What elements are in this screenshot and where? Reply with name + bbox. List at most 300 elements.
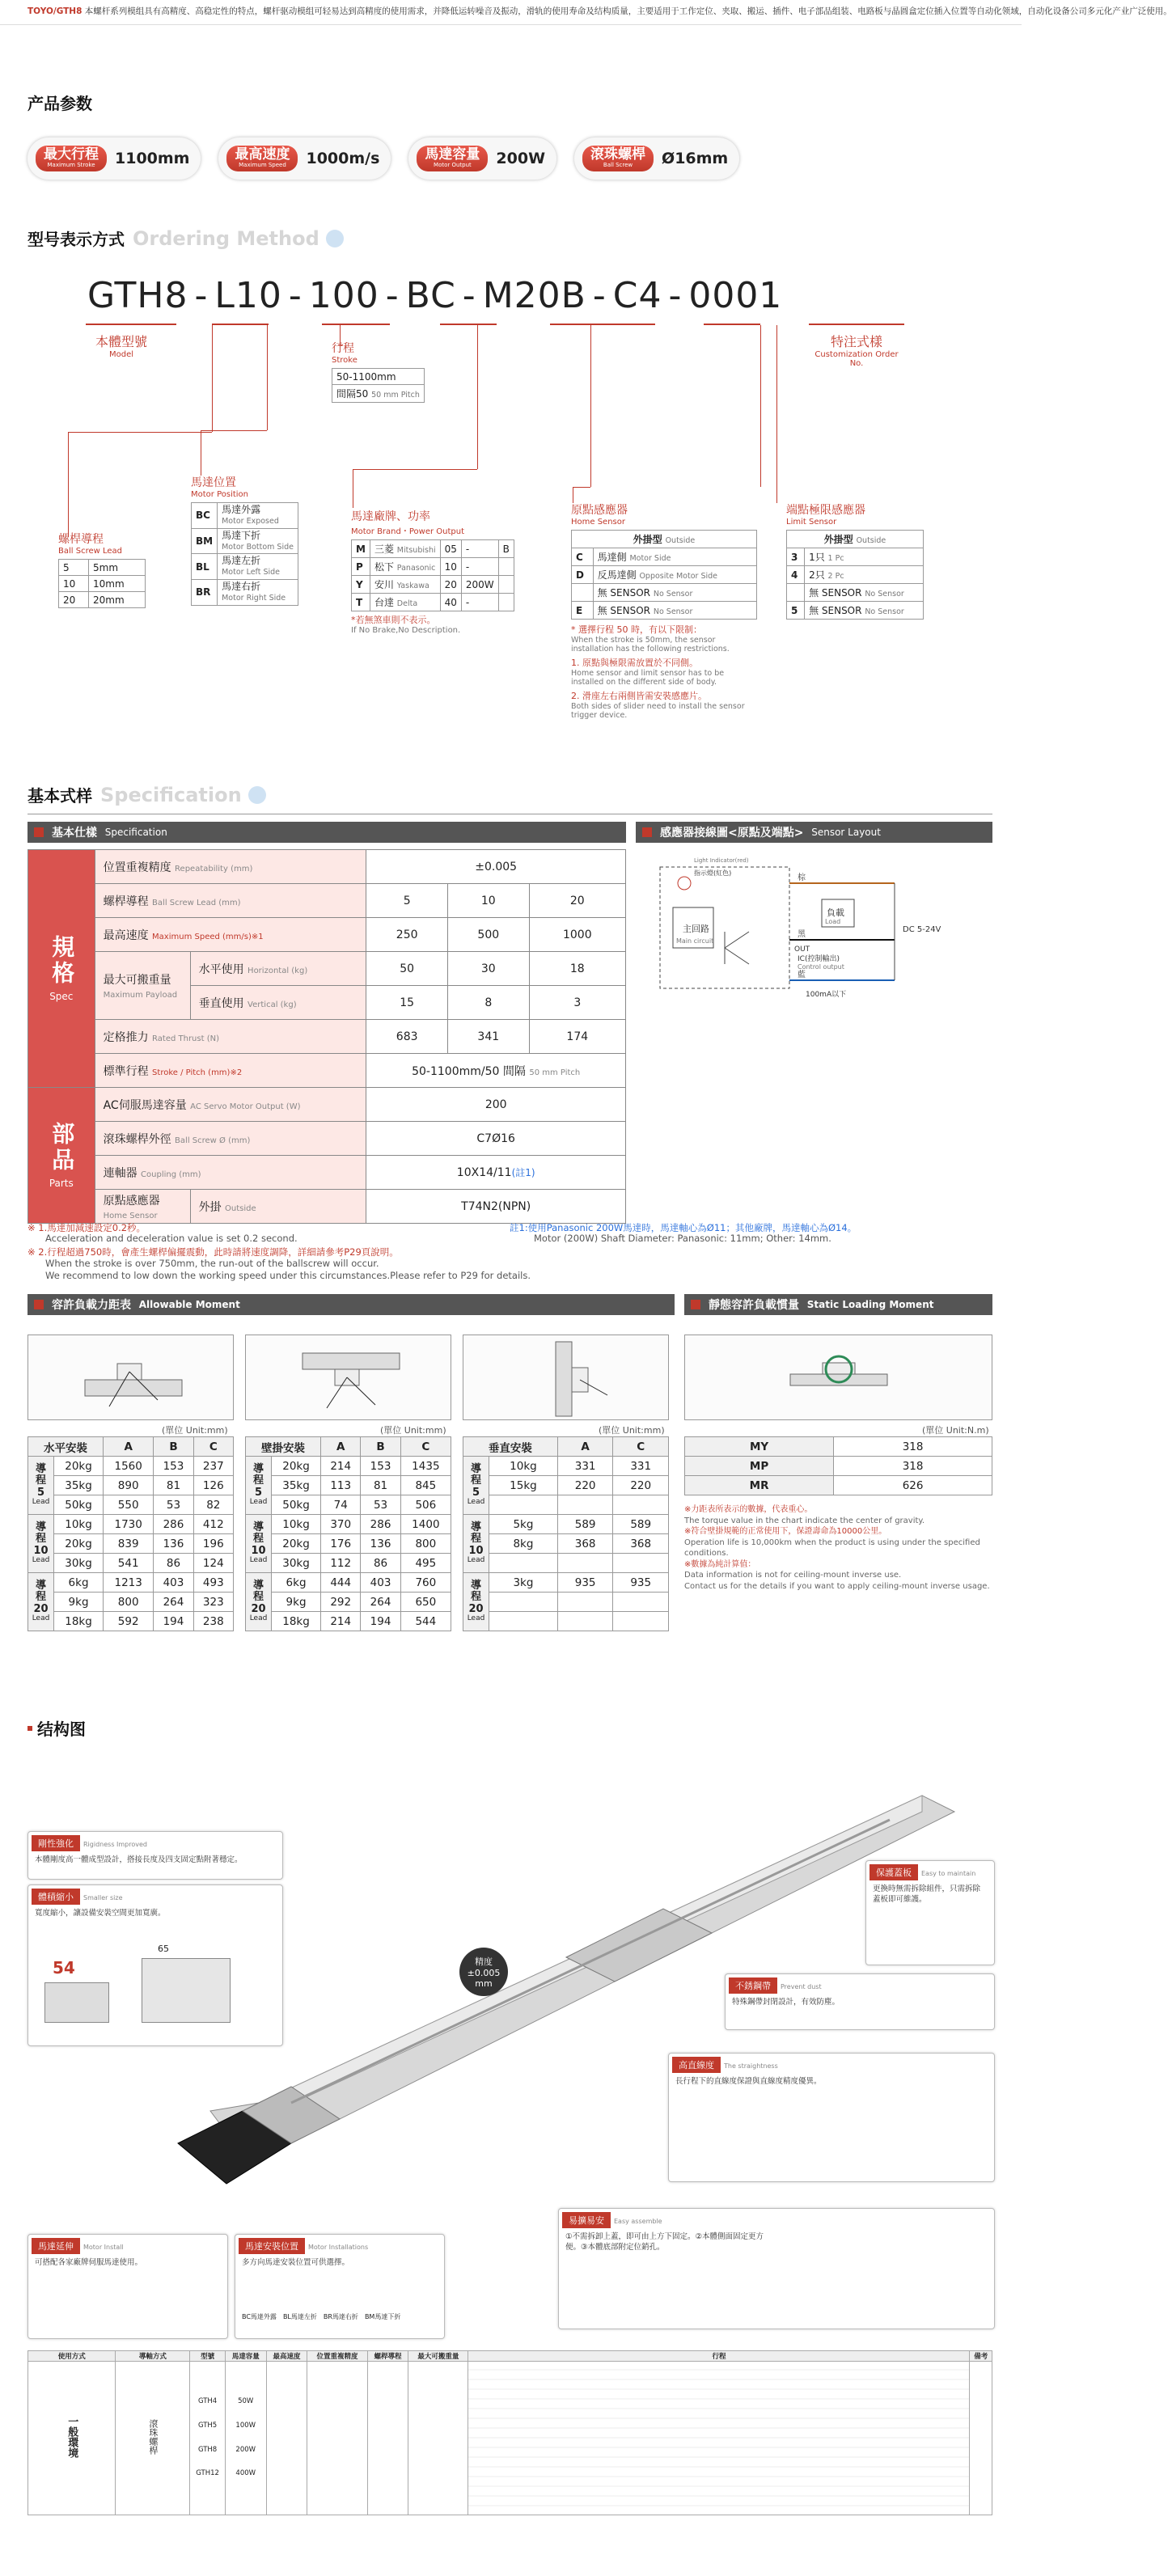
spec-note-1: ※ 1.馬達加減速設定0.2秒。 — [28, 1222, 146, 1233]
spec-bar-en: Specification — [104, 827, 167, 838]
spec-value: 10X14/11 — [456, 1166, 512, 1179]
moment-cell: 1730 — [104, 1515, 154, 1534]
pos-cn: 馬達下折 — [222, 529, 261, 541]
transistor-line — [725, 932, 749, 948]
moment-cell: 8kg — [489, 1534, 558, 1554]
lead-code: 5 — [59, 560, 89, 576]
transistor-line — [725, 948, 749, 964]
code-part: 0001 — [688, 275, 783, 316]
moment-col: C — [400, 1437, 451, 1457]
spec-key-en: Ball Screw Ø (mm) — [175, 1136, 251, 1145]
moment-cell: 264 — [154, 1593, 193, 1612]
lead-value: 5 — [36, 1486, 45, 1499]
moment-cell — [613, 1554, 669, 1573]
power-value: - — [461, 594, 498, 611]
brake-note-en: If No Brake,No Description. — [351, 626, 461, 635]
moment-cell: 589 — [557, 1515, 613, 1534]
spec-value: 8 — [447, 986, 529, 1020]
connector — [353, 469, 477, 470]
col-header: 位置重複精度 — [307, 2351, 367, 2362]
pos-code: BR — [196, 586, 211, 599]
ic-label: IC(控制輸出) — [798, 955, 840, 963]
moment-cell: 506 — [400, 1495, 451, 1515]
lead-value: 20 — [468, 1602, 484, 1615]
label-cn: 原點感應器 — [571, 504, 628, 517]
vertical-mount-icon — [463, 1335, 670, 1421]
wall-mount-icon — [246, 1335, 452, 1421]
moment-cell: 82 — [193, 1495, 233, 1515]
callout-desc: 可搭配各家廠牌伺服馬達使用。 — [35, 2258, 143, 2267]
spec-value: C7Ø16 — [366, 1122, 626, 1156]
home-cn: 反馬達側 — [597, 569, 637, 581]
static-note-en: Operation life is 10,000km when the product is using under the specified conditions. — [684, 1538, 980, 1558]
spec-value: 341 — [447, 1020, 529, 1054]
moment-col: B — [361, 1437, 400, 1457]
series-side: 一般環境 — [66, 2416, 78, 2458]
param-label: 馬達容量 — [425, 146, 480, 163]
moment-cell: 35kg — [272, 1476, 321, 1495]
spec-key: 原點感應器 — [103, 1194, 160, 1208]
col-header: 最大可搬重量 — [408, 2351, 468, 2362]
moment-cell: 650 — [400, 1593, 451, 1612]
moment-cell: 444 — [321, 1573, 361, 1593]
motor-brand-block — [351, 508, 514, 635]
param-label-en: Ball Screw — [603, 162, 633, 169]
static-bar — [684, 1294, 992, 1315]
param-label: 滾珠螺桿 — [590, 146, 646, 163]
lead-cell — [28, 1515, 54, 1573]
home-cn: 無 SENSOR — [597, 587, 651, 599]
side-parts — [28, 1088, 95, 1224]
moment-cell: 53 — [361, 1495, 400, 1515]
lead-en: Lead — [249, 1498, 268, 1506]
moment-cell: 286 — [154, 1515, 193, 1534]
moment-cell: 800 — [104, 1593, 154, 1612]
brake-code — [498, 576, 514, 594]
moment-cell: 112 — [321, 1554, 361, 1573]
series-power: 50W — [238, 2397, 254, 2405]
moment-cell: 18kg — [272, 1612, 321, 1631]
brand-code: P — [356, 560, 363, 573]
motor-item: BL馬達左折 — [282, 2313, 317, 2320]
lead-label: 導程 — [252, 1521, 264, 1546]
callout-en: Smaller size — [83, 1894, 123, 1901]
structure-title-row — [28, 1716, 86, 1740]
head-en: Outside — [856, 536, 886, 545]
callout-rigid — [28, 1831, 283, 1880]
moment-cell — [613, 1495, 669, 1515]
brand-cn: 三菱 — [374, 544, 394, 555]
limit-en: No Sensor — [865, 590, 904, 599]
brand-en: Yaskawa — [396, 582, 429, 590]
moment-table — [28, 1436, 234, 1631]
lead-en: Lead — [467, 1556, 485, 1564]
sensor-outline — [660, 867, 789, 988]
lead-block — [58, 531, 146, 608]
indicator-en: Light Indicator(red) — [694, 857, 749, 864]
static-value: 626 — [834, 1476, 992, 1495]
callout-desc: 特殊鋼帶封閉設計，有效防塵。 — [732, 1998, 840, 2007]
spec-note-3-en: Motor (200W) Shaft Diameter: Panasonic: 11mm; Other: 14mm. — [534, 1233, 831, 1244]
moment-cell: 220 — [557, 1476, 613, 1495]
horizontal-mount-icon — [28, 1335, 235, 1421]
col-header: 螺桿導程 — [367, 2351, 408, 2362]
limit-en: 1 Pc — [827, 554, 844, 563]
spec-value: T74N2(NPN) — [366, 1190, 626, 1224]
payload-key: 最大可搬重量 — [103, 973, 171, 987]
spec-note-2-en2: We recommend to low down the working speed under this circumstances.Please refer to P29 for details. — [45, 1270, 531, 1281]
moment-cell: 368 — [613, 1534, 669, 1554]
size-label: 54 — [53, 1958, 75, 1977]
basic-section-title — [28, 783, 266, 806]
side-spec-en: Spec — [49, 991, 74, 1003]
stroke-block — [332, 340, 425, 403]
code-part: L10 — [214, 275, 282, 316]
param-motor-output — [408, 137, 556, 180]
lead-en: Lead — [249, 1614, 268, 1622]
underline — [440, 324, 497, 325]
moment-cell — [489, 1593, 558, 1612]
lead-label: 導程 — [35, 1463, 46, 1487]
callout-cover — [865, 1860, 995, 1965]
static-bar-en: Static Loading Moment — [806, 1299, 934, 1310]
custom-order-label — [809, 332, 904, 368]
spec-key-en: Vertical (kg) — [248, 1000, 297, 1009]
moment-cell: 331 — [613, 1457, 669, 1476]
lead-value: 10 — [251, 1544, 266, 1557]
lead-cell — [246, 1573, 272, 1631]
spec-key: 螺桿導程 — [103, 895, 149, 908]
callout-en: Motor Install — [83, 2244, 124, 2251]
bar-square-icon — [691, 1300, 700, 1309]
moment-cell: 53 — [154, 1495, 193, 1515]
label-cn: 本體型號 — [95, 334, 148, 349]
lead-label: 導程 — [252, 1580, 264, 1604]
unit-label: (單位 Unit:N.m) — [922, 1425, 989, 1436]
spec-key-en: Rated Thrust (N) — [152, 1034, 219, 1043]
home-note-en: Home sensor and limit sensor has to be installed on the different side of body. — [571, 669, 725, 687]
connector — [68, 432, 69, 537]
moment-col: A — [321, 1437, 361, 1457]
home-en: No Sensor — [653, 607, 693, 616]
label-cn: 馬達廠牌、功率 — [351, 510, 430, 523]
label-en: Limit Sensor — [786, 518, 837, 527]
moment-table-title: 水平安裝 — [28, 1437, 104, 1457]
home-code: D — [576, 569, 584, 581]
out-label: OUT — [794, 945, 810, 954]
spec-value: 5 — [366, 884, 448, 918]
static-note-en: The torque value in the chart indicate the center of gravity. — [684, 1516, 925, 1525]
spec-table — [28, 849, 626, 1224]
spec-key-en: Home Sensor — [103, 1211, 158, 1220]
series-power: 100W — [235, 2421, 256, 2430]
brand-en: Mitsubishi — [396, 546, 436, 555]
pos-en: Motor Left Side — [222, 568, 281, 577]
lead-cell — [28, 1573, 54, 1631]
moment-cell: 136 — [154, 1534, 193, 1554]
motor-item: BM馬達下折 — [364, 2313, 401, 2320]
side-parts-en: Parts — [49, 1178, 74, 1190]
spec-value: ±0.005 — [366, 850, 626, 884]
lead-value: 10 — [33, 1544, 49, 1557]
brand-cn: 松下 — [374, 561, 394, 573]
limit-en: No Sensor — [865, 607, 904, 616]
unit-label: (單位 Unit:mm) — [380, 1425, 446, 1436]
connector — [776, 325, 777, 503]
home-code: E — [576, 604, 583, 616]
static-value: 318 — [834, 1457, 992, 1476]
profile-large-icon — [142, 1958, 231, 2023]
underline — [550, 324, 655, 325]
spec-key: 連軸器 — [103, 1166, 138, 1180]
spec-value-en: 50 mm Pitch — [529, 1068, 581, 1077]
spec-key: 滾珠螺桿外徑 — [103, 1132, 171, 1146]
param-label-en: Maximum Stroke — [47, 162, 95, 169]
moment-cell: 153 — [154, 1457, 193, 1476]
spec-note-1-en: Acceleration and deceleration value is set 0.2 second. — [45, 1233, 298, 1244]
moment-cell: 412 — [193, 1515, 233, 1534]
pos-code: BL — [196, 560, 209, 573]
callout-desc: 寬度縮小，讓設備安裝空間更加寬廣。 — [35, 1909, 166, 1918]
moment-cell: 589 — [613, 1515, 669, 1534]
connector — [573, 487, 590, 488]
param-label-en: Maximum Speed — [239, 162, 286, 169]
lead-en: Lead — [32, 1614, 50, 1622]
moment-table — [245, 1436, 451, 1631]
param-label: 最高速度 — [235, 146, 290, 163]
moment-cell: 403 — [154, 1573, 193, 1593]
code-part: BC — [405, 275, 456, 316]
lead-value: 5 — [254, 1486, 263, 1499]
spec-value: 20 — [529, 884, 625, 918]
moment-cell: 368 — [557, 1534, 613, 1554]
spec-key: 最高速度 — [103, 928, 149, 942]
moment-cell: 3kg — [489, 1573, 558, 1593]
load-label: 負載 — [827, 907, 844, 918]
moment-cell: 30kg — [272, 1554, 321, 1573]
callout-title: 易擴易安 — [562, 2212, 611, 2228]
sensor-bar-en: Sensor Layout — [811, 827, 881, 838]
callout-straightness — [668, 2053, 995, 2182]
spec-value: 30 — [447, 952, 529, 986]
home-sensor-table — [571, 530, 757, 620]
limit-cn: 1只 — [809, 552, 825, 563]
bar-square-icon — [34, 827, 44, 837]
moment-col: A — [104, 1437, 154, 1457]
moment-col: A — [557, 1437, 613, 1457]
param-label-en: Motor Output — [434, 162, 472, 169]
col-header: 最高速度 — [266, 2351, 307, 2362]
lead-value: 5mm — [89, 560, 146, 576]
spec-value: 250 — [366, 918, 448, 952]
label-cn: 行程 — [332, 342, 354, 355]
moment-cell: 20kg — [54, 1534, 104, 1554]
home-en: Opposite Motor Side — [639, 572, 717, 581]
spec-bar-cn: 基本仕樣 — [52, 827, 97, 840]
moment-cell: 18kg — [54, 1612, 104, 1631]
home-sensor-block — [571, 501, 757, 720]
pos-cn: 馬達左折 — [222, 555, 261, 567]
spec-value: 50 — [366, 952, 448, 986]
blue-label: 藍 — [798, 971, 806, 979]
spec-key-en: AC Servo Motor Output (W) — [190, 1102, 301, 1111]
pos-en: Motor Right Side — [222, 594, 286, 603]
limit-cn: 2只 — [809, 569, 825, 581]
moment-cell: 370 — [321, 1515, 361, 1534]
load-en: Load — [825, 918, 841, 925]
lead-label: 導程 — [470, 1521, 481, 1546]
pos-code: BC — [196, 510, 210, 522]
moment-cell: 81 — [154, 1476, 193, 1495]
spec-key: 水平使用 — [198, 962, 244, 976]
moment-cell: 264 — [361, 1593, 400, 1612]
moment-cell: 890 — [104, 1476, 154, 1495]
moment-bar-cn: 容許負載力距表 — [52, 1299, 131, 1312]
moment-cell — [613, 1593, 669, 1612]
moment-cell: 214 — [321, 1612, 361, 1631]
limit-sensor-table — [786, 530, 924, 620]
head-en: Outside — [665, 536, 696, 545]
param-label: 最大行程 — [44, 146, 99, 163]
col-header: 行程 — [468, 2351, 970, 2362]
spec-value: 500 — [447, 918, 529, 952]
spec-value-note: (註1) — [511, 1167, 535, 1178]
static-diagram — [684, 1335, 992, 1420]
moment-cell: 1213 — [104, 1573, 154, 1593]
callout-desc: 更換時無需拆除組件，只需拆除蓋板即可維護。 — [873, 1884, 981, 1905]
home-note-en: Both sides of slider need to install the sensor trigger device. — [571, 702, 745, 720]
param-max-speed — [218, 137, 391, 180]
power-code: 10 — [440, 558, 461, 576]
param-value: Ø16mm — [662, 150, 729, 167]
lead-value: 10 — [468, 1544, 484, 1557]
brake-code: B — [498, 540, 514, 558]
callout-title: 不銹鋼帶 — [729, 1977, 777, 1994]
moment-cell: 220 — [613, 1476, 669, 1495]
dc-label: DC 5-24V — [903, 925, 941, 934]
param-value: 1000m/s — [306, 150, 380, 167]
lead-cell — [28, 1457, 54, 1515]
underline — [704, 324, 760, 325]
moment-cell: 50kg — [272, 1495, 321, 1515]
series-power: 200W — [235, 2445, 256, 2454]
callout-desc: 本體剛度高一體成型設計，搭接長度及四支固定點附著穩定。 — [35, 1855, 243, 1864]
brake-note: *若無煞車則不表示。 — [351, 615, 436, 625]
label-cn: 馬達位置 — [191, 476, 236, 489]
brown-label: 棕 — [798, 873, 806, 882]
lead-code: 20 — [59, 592, 89, 608]
lead-en: Lead — [32, 1498, 50, 1506]
col-header: 型號 — [190, 2351, 225, 2362]
limit-en: 2 Pc — [827, 572, 844, 581]
moment-cell: 403 — [361, 1573, 400, 1593]
moment-cell: 839 — [104, 1534, 154, 1554]
callout-title: 保護蓋板 — [869, 1864, 918, 1880]
header-description: 本螺杆系列模组具有高精度、高稳定性的特点，螺杆驱动模组可轻易达到高精度的使用需求，并降低运转噪音及振动，滑轨的使用寿命及结构质量，主要适用于工作定位、夹取、搬运、插件、电子部品组装、电路板与晶圆盒定位插入位置等自动化领域，自动化设备公司多元化产业广泛使用。 — [84, 6, 1172, 16]
pos-cn: 馬達右折 — [222, 580, 261, 592]
model-title: 型号表示方式 — [28, 230, 125, 249]
connector — [201, 430, 267, 431]
series-model: GTH4 — [197, 2397, 218, 2405]
moment-cell — [557, 1612, 613, 1631]
moment-cell: 1435 — [400, 1457, 451, 1476]
size-label-2: 65 — [158, 1944, 169, 1954]
moment-table — [463, 1436, 669, 1631]
connector — [68, 432, 212, 433]
stroke-pitch-en: 50 mm Pitch — [371, 391, 420, 400]
stroke-table — [332, 368, 425, 403]
brand-cn: 台達 — [374, 597, 394, 608]
horizontal-diagram — [28, 1335, 234, 1420]
side-spec — [28, 850, 95, 1088]
brand-code: Y — [356, 578, 363, 590]
moment-cell: 30kg — [54, 1554, 104, 1573]
spec-key-en: Horizontal (kg) — [248, 966, 308, 975]
sensor-bar-cn: 感應器接線圖<原點及端點> — [660, 827, 804, 840]
moment-cell: 6kg — [54, 1573, 104, 1593]
structure-title: 结构图 — [37, 1719, 86, 1739]
moment-bar — [28, 1294, 675, 1315]
moment-cell — [613, 1612, 669, 1631]
label-en: Motor Brand・Power Output — [351, 527, 465, 536]
spec-note-2-en: When the stroke is over 750mm, the run-out of the ballscrew will occur. — [45, 1258, 379, 1269]
unit-label: (單位 Unit:mm) — [162, 1425, 228, 1436]
lead-en: Lead — [467, 1498, 485, 1506]
moment-cell: 238 — [193, 1612, 233, 1631]
home-note: 1. 原點與極限需放置於不同側。 — [571, 658, 698, 668]
callout-title: 馬達安裝位置 — [239, 2238, 305, 2254]
model-title-en: Ordering Method — [133, 226, 319, 250]
moment-cell — [557, 1495, 613, 1515]
moment-cell: 550 — [104, 1495, 154, 1515]
callout-assemble — [558, 2208, 995, 2329]
label-en: Home Sensor — [571, 518, 625, 527]
underline — [809, 324, 904, 325]
callout-en: Motor Installations — [308, 2244, 369, 2251]
moment-bar-en: Allowable Moment — [138, 1299, 240, 1310]
label-cn: 特注式樣 — [830, 334, 882, 349]
moment-cell: 544 — [400, 1612, 451, 1631]
code-part: GTH8 — [87, 275, 188, 316]
model-section-title — [28, 226, 344, 250]
param-max-stroke — [28, 137, 201, 180]
home-cn: 馬達側 — [597, 552, 627, 563]
body-model-label — [95, 332, 147, 359]
moment-cell — [557, 1554, 613, 1573]
home-note: 2. 滑座左右兩側皆需安裝感應片。 — [571, 691, 707, 701]
moment-cell: 194 — [361, 1612, 400, 1631]
spec-key-en: Stroke / Pitch (mm)※2 — [152, 1068, 243, 1077]
static-note-en: Contact us for the details if you want to apply ceiling-mount inverse usage. — [684, 1581, 990, 1591]
spec-bar — [28, 822, 626, 843]
spec-value: 3 — [529, 986, 625, 1020]
underline — [212, 324, 269, 325]
home-note-en: When the stroke is 50mm, the sensor installation has the following restrictions. — [571, 636, 730, 654]
moment-cell: 194 — [154, 1612, 193, 1631]
spec-value: 10 — [447, 884, 529, 918]
main-circuit-label: 主回路 — [683, 924, 709, 934]
connector — [760, 325, 761, 487]
label-cn: 螺桿導程 — [58, 533, 104, 546]
callout-desc: 長行程下的直線度保證與直線度精度優異。 — [675, 2077, 822, 2086]
spec-value: 200 — [366, 1088, 626, 1122]
moment-cell: 50kg — [54, 1495, 104, 1515]
brand-code: M — [356, 543, 366, 555]
static-key: MY — [685, 1437, 834, 1457]
label-en: Motor Position — [191, 490, 249, 499]
decor-dot-icon — [326, 230, 344, 247]
motor-install-items — [242, 2312, 400, 2321]
